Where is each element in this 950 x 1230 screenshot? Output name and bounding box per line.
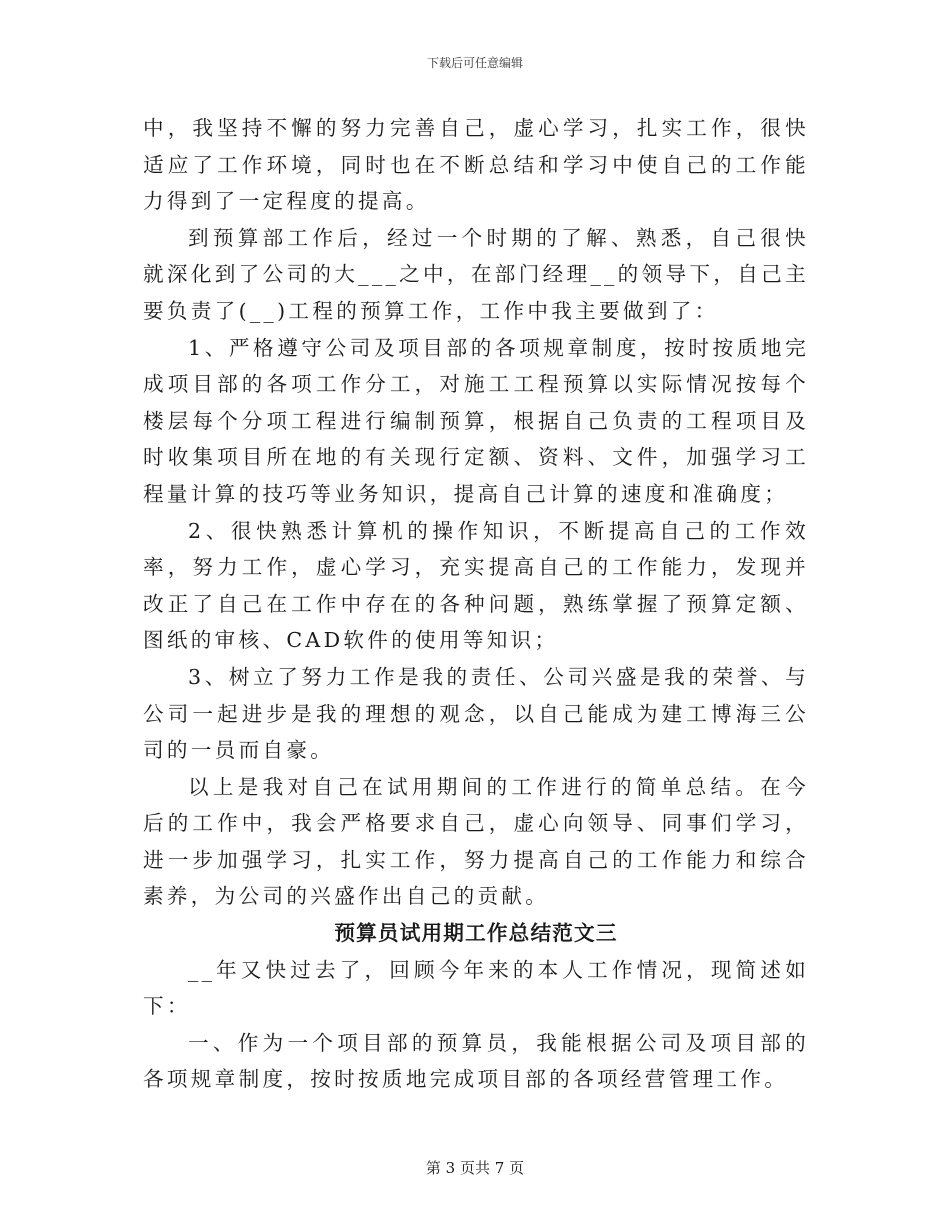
paragraph-summary: 以上是我对自己在试用期间的工作进行的简单总结。在今后的工作中，我会严格要求自己，虚心向领导、同事们学习，进一步加强学习，扎实工作，努力提高自己的工作能力和综合素养，为公司的兴盛作出自己的贡献。 [143,774,809,909]
paragraph-opening: __年又快过去了，回顾今年来的本人工作情况，现简述如下： [143,957,809,1019]
paragraph-item-3: 3、树立了努力工作是我的责任、公司兴盛是我的荣誉、与公司一起进步是我的理想的观念，以自己能成为建工博海三公司的一员而自豪。 [143,664,809,763]
section-heading: 预算员试用期工作总结范文三 [334,921,618,946]
paragraph-item-2: 2、很快熟悉计算机的操作知识，不断提高自己的工作效率，努力工作，虚心学习，充实提高自己的工作能力，发现并改正了自己在工作中存在的各种问题，熟练掌握了预算定额、图纸的审核、CAD软件的使用等知识； [143,518,809,653]
paragraph-intro: 到预算部工作后，经过一个时期的了解、熟悉，自己很快就深化到了公司的大___之中，在部门经理__的领导下，自己主要负责了(__)工程的预算工作，工作中我主要做到了： [143,225,809,323]
document-body [143,110,809,1098]
paragraph-continuation: 中，我坚持不懈的努力完善自己，虚心学习，扎实工作，很快适应了工作环境，同时也在不断总结和学习中使自己的工作能力得到了一定程度的提高。 [143,116,809,214]
page-number: 第 3 页共 7 页 [425,1159,525,1177]
paragraph-item-1: 1、严格遵守公司及项目部的各项规章制度，按时按质地完成项目部的各项工作分工，对施工工程预算以实际情况按每个楼层每个分项工程进行编制预算，根据自己负责的工程项目及时收集项目所在地的有关现行定额、资料、文件，加强学习工程量计算的技巧等业务知识，提高自己计算的速度和准确度； [143,335,809,506]
page-header-note: 下载后可任意编辑 [426,56,523,70]
paragraph-point-1: 一、作为一个项目部的预算员，我能根据公司及项目部的各项规章制度，按时按质地完成项目部的各项经营管理工作。 [143,1030,809,1092]
